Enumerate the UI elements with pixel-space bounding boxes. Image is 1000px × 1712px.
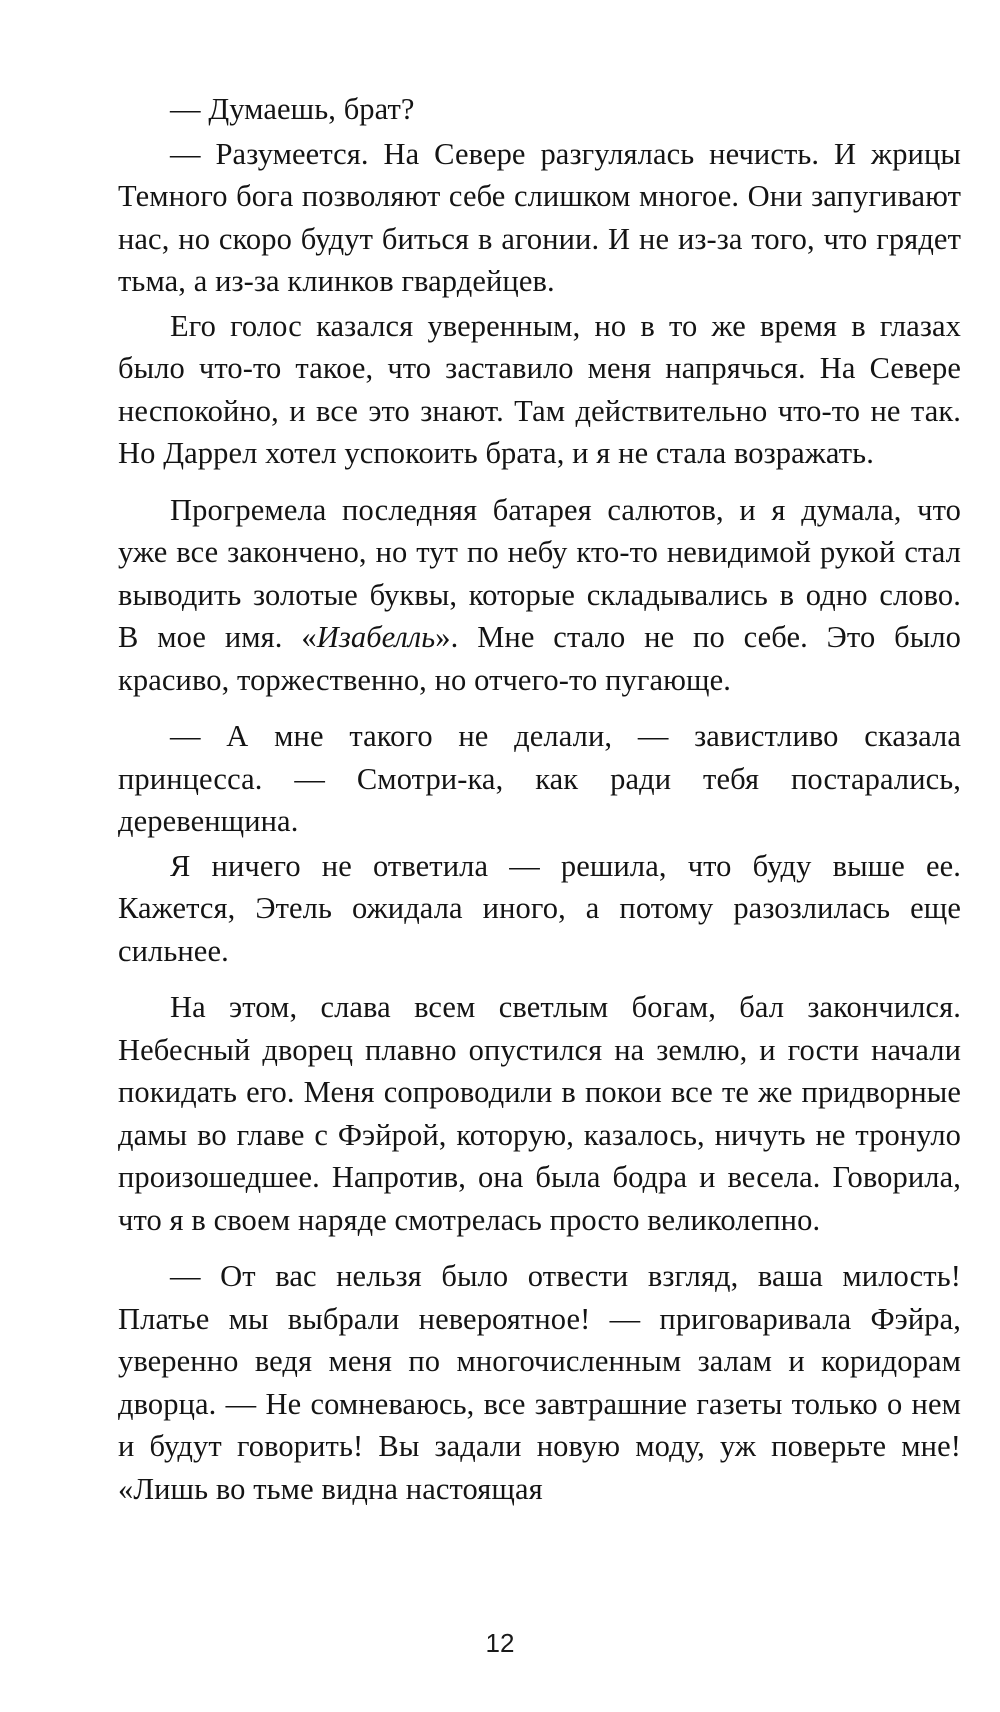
paragraph-2: — Разумеется. На Севере разгулялась нечисть. И жрицы Темного бога позволяют себе слишком многое. Они запугивают нас, но скоро будут биться в агонии. И не из-за того, что грядет тьма, а из-за клинков гвардейцев. xyxy=(118,136,961,298)
paragraph-7: На этом, слава всем светлым богам, бал закончился. Небесный дворец плавно опустился на землю, и гости начали покидать его. Меня сопроводили в покои все те же придворные дамы во главе с Фэйрой, которую, казалось, ничуть не тронуло произошедшее. Напротив, она была бодра и весела. Говорила, что я в своем наряде смотрелась просто великолепно. xyxy=(118,990,961,1237)
paragraph-4 xyxy=(118,489,961,702)
paragraph-5: — А мне такого не делали, — завистливо сказала принцесса. — Смотри-ка, как ради тебя постарались, деревенщина. xyxy=(118,719,961,838)
paragraph-4-after-name: ». Мне стало не по себе. Это было красиво, торжественно, но отчего-то пугающе. xyxy=(118,620,961,697)
paragraph-4-name-italic: Изабелль xyxy=(316,620,436,654)
paragraph-3: Его голос казался уверенным, но в то же время в глазах было что-то такое, что заставило меня напрячься. На Севере неспокойно, и все это знают. Там действительно что-то не так. Но Даррел хотел успокоить брата, и я не стала возражать. xyxy=(118,308,961,470)
page-text xyxy=(118,88,961,1512)
paragraph-8: — От вас нельзя было отвести взгляд, ваша милость! Платье мы выбрали невероятное! — приговаривала Фэйра, уверенно ведя меня по многочисленным залам и коридорам дворца. — Не сомневаюсь, все завтрашние газеты только о нем и будут говорить! Вы задали новую моду, уж поверьте мне! «Лишь во тьме видна настоящая xyxy=(118,1259,961,1506)
paragraph-6: Я ничего не ответила — решила, что буду выше ее. Кажется, Этель ожидала иного, а потому разозлилась еще сильнее. xyxy=(118,848,961,968)
page-number: 12 xyxy=(485,1628,515,1658)
paragraph-4-before-name: Прогремела последняя батарея салютов, и я думала, что уже все закончено, но тут по небу кто-то невидимой рукой стал выводить золотые буквы, которые складывались в одно слово. В мое имя. « xyxy=(118,492,961,654)
paragraph-1: — Думаешь, брат? xyxy=(170,92,415,126)
